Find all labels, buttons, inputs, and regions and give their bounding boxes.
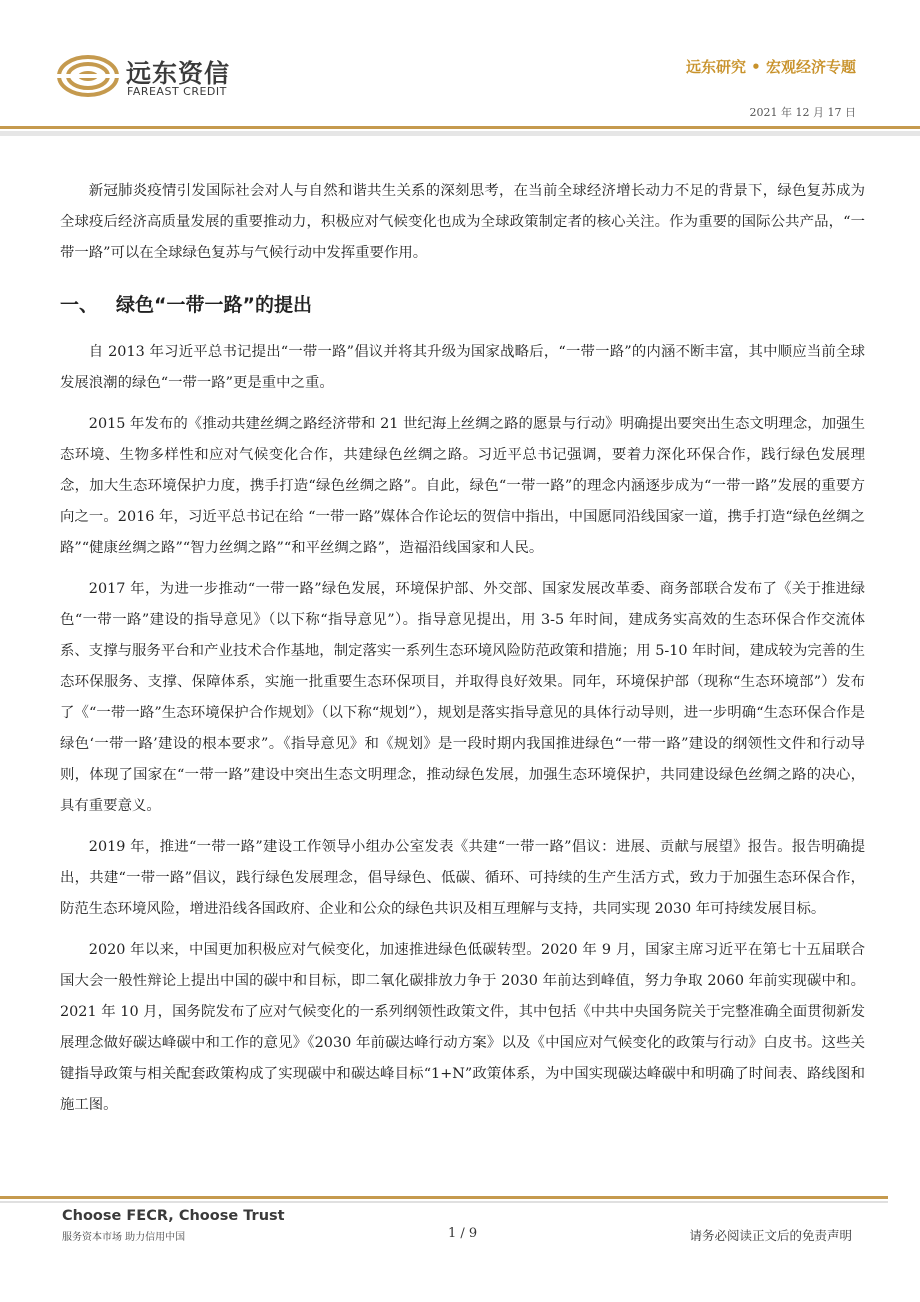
footer-divider (0, 1196, 888, 1199)
section-title: 绿色“一带一路”的提出 (116, 294, 312, 316)
footer-subslogan: 服务资本市场 助力信用中国 (62, 1232, 186, 1243)
paragraph: 自 2013 年习近平总书记提出“一带一路”倡议并将其升级为国家战略后，“一带一路”的内涵不断丰富，其中顺应当前全球发展浪潮的绿色“一带一路”更是重中之重。 (60, 344, 865, 391)
paragraph: 2019 年，推进“一带一路”建设工作领导小组办公室发表《共建“一带一路”倡议：进展、贡献与展望》报告。报告明确提出，共建“一带一路”倡议，践行绿色发展理念，倡导绿色、低碳、循环、可持续的生产生活方式，致力于加强生态环保合作，防范生态环境风险，增进沿线各国政府、企业和公众的绿色共识及相互理解与支持，共同实现 2030 年可持续发展目标。 (60, 839, 865, 917)
paragraph: 2020 年以来，中国更加积极应对气候变化，加速推进绿色低碳转型。2020 年 9 月，国家主席习近平在第七十五届联合国大会一般性辩论上提出中国的碳中和目标，即二氧化碳排放力争于 2030 年前达到峰值，努力争取 2060 年前实现碳中和。2021 年 10 月，国务院发布了应对气候变化的一系列纲领性政策文件，其中包括《中共中央国务院关于完整准确全面贯彻新发展理念做好碳达峰碳中和工作的意见》《2030 年前碳达峰行动方案》以及《中国应对气候变化的政策与行动》白皮书。这些关键指导政策与相关配套政策构成了实现碳中和碳达峰目标“1+N”政策体系，为中国实现碳达峰碳中和明确了时间表、路线图和施工图。 (60, 942, 865, 1113)
logo-mark-icon (56, 52, 120, 100)
disclaimer-note: 请务必阅读正文后的免责声明 (689, 1228, 852, 1243)
footer-divider-shadow (0, 1201, 888, 1203)
report-series: 远东研究 • 宏观经济专题 (685, 58, 856, 76)
footer-slogan: Choose FECR, Choose Trust (62, 1208, 285, 1224)
section-number: 一、 (60, 294, 99, 316)
logo-text-en: FAREAST CREDIT (127, 85, 227, 98)
paragraph: 2015 年发布的《推动共建丝绸之路经济带和 21 世纪海上丝绸之路的愿景与行动》明确提出要突出生态文明理念，加强生态环境、生物多样性和应对气候变化合作，共建绿色丝绸之路。习近平总书记强调，要着力深化环保合作，践行绿色发展理念，加大生态环境保护力度，携手打造“绿色丝绸之路”。自此，绿色“一带一路”的理念内涵逐步成为“一带一路”发展的重要方向之一。2016 年，习近平总书记在给 “一带一路”媒体合作论坛的贺信中指出，中国愿同沿线国家一道，携手打造“绿色丝绸之路”“健康丝绸之路”“智力丝绸之路”“和平丝绸之路”，造福沿线国家和人民。 (60, 416, 865, 556)
intro-paragraph: 新冠肺炎疫情引发国际社会对人与自然和谐共生关系的深刻思考，在当前全球经济增长动力不足的背景下，绿色复苏成为全球疫后经济高质量发展的重要推动力，积极应对气候变化也成为全球政策制定者的核心关注。作为重要的国际公共产品，“一带一路”可以在全球绿色复苏与气候行动中发挥重要作用。 (60, 183, 865, 261)
company-logo (56, 52, 246, 104)
header-divider-shadow (0, 131, 920, 136)
page-number: 1 / 9 (448, 1226, 478, 1241)
document-body (60, 176, 865, 1131)
logo-text-cn: 远东资信 (126, 59, 231, 88)
report-date: 2021 年 12 月 17 日 (749, 106, 856, 119)
section-heading (60, 285, 865, 325)
paragraph: 2017 年，为进一步推动“一带一路”绿色发展，环境保护部、外交部、国家发展改革委、商务部联合发布了《关于推进绿色“一带一路”建设的指导意见》（以下称“指导意见”）。指导意见提出，用 3-5 年时间，建成务实高效的生态环保合作交流体系、支撑与服务平台和产业技术合作基地，制定落实一系列生态环境风险防范政策和措施；用 5-10 年时间，建成较为完善的生态环保服务、支撑、保障体系，实施一批重要生态环保项目，并取得良好效果。同年，环境保护部（现称“生态环境部”）发布了《“一带一路”生态环境保护合作规划》（以下称“规划”），规划是落实指导意见的具体行动导则，进一步明确“生态环保合作是绿色‘一带一路’建设的根本要求”。《指导意见》和《规划》是一段时期内我国推进绿色“一带一路”建设的纲领性文件和行动导则，体现了国家在“一带一路”建设中突出生态文明理念，推动绿色发展，加强生态环境保护，共同建设绿色丝绸之路的决心，具有重要意义。 (60, 581, 865, 814)
header-divider (0, 126, 920, 129)
page-header (0, 0, 920, 140)
